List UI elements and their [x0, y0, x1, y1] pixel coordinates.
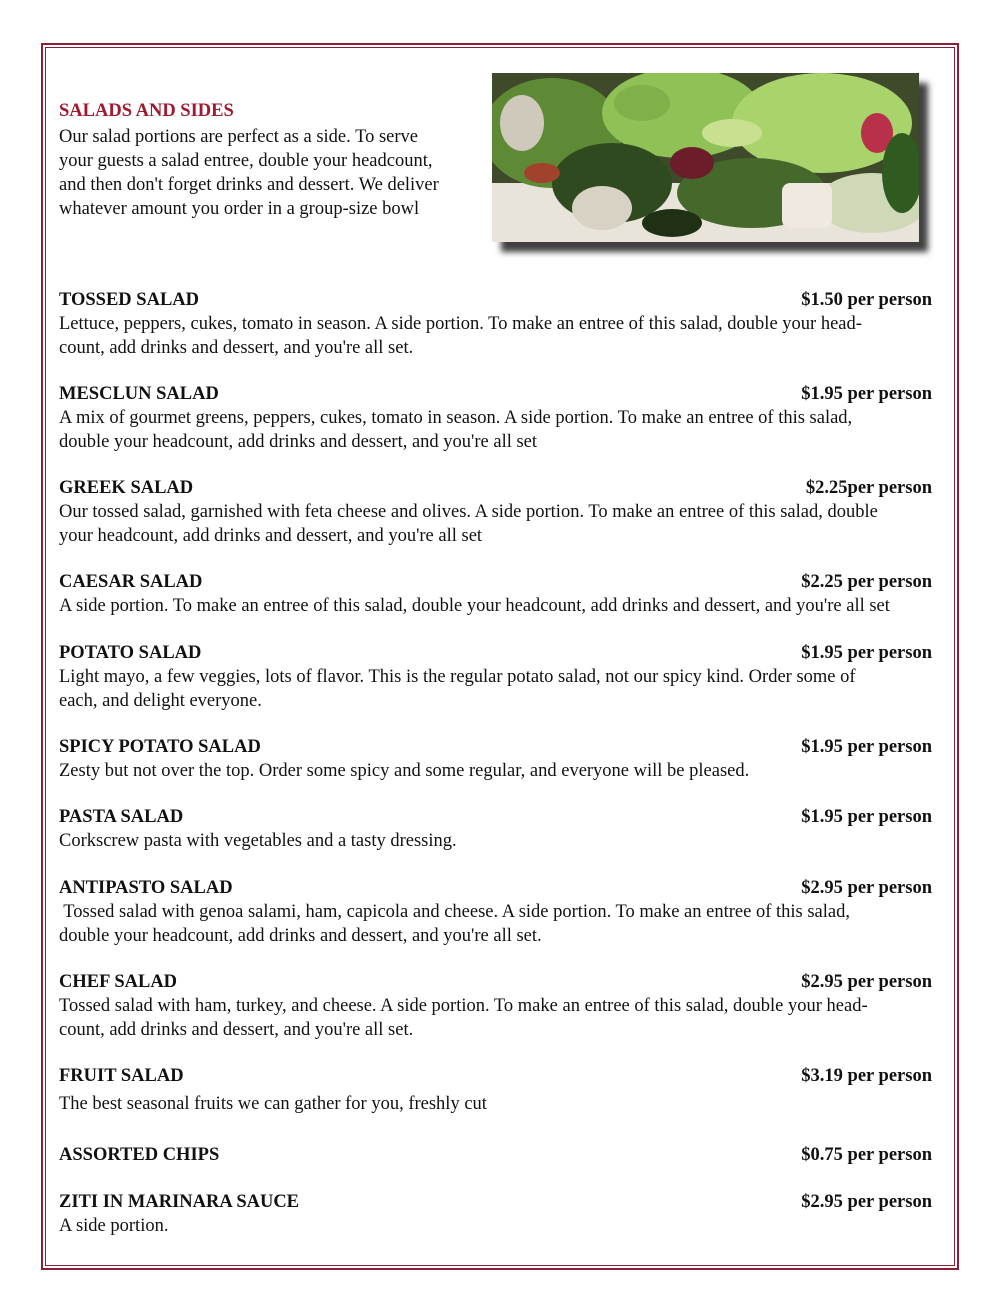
desc-line: Tossed salad with genoa salami, ham, capicola and cheese. A side portion. To make an entree of this salad,: [59, 902, 850, 922]
item-price: $2.95 per person: [801, 1192, 932, 1212]
item-name: ZITI IN MARINARA SAUCE: [59, 1192, 300, 1212]
item-name: PASTA SALAD: [59, 807, 184, 827]
section-title: SALADS AND SIDES: [59, 101, 234, 121]
desc-line: Zesty but not over the top. Order some spicy and some regular, and everyone will be pleased.: [59, 761, 750, 781]
item-description: [59, 900, 941, 948]
item-name: MESCLUN SALAD: [59, 384, 219, 404]
salad-photo: [492, 73, 919, 242]
item-name: FRUIT SALAD: [59, 1066, 184, 1086]
desc-line: Our tossed salad, garnished with feta cheese and olives. A side portion. To make an entree of this salad, double: [59, 502, 878, 522]
item-description: [59, 312, 941, 360]
item-name: GREEK SALAD: [59, 478, 194, 498]
item-name: POTATO SALAD: [59, 643, 202, 663]
intro-line: whatever amount you order in a group-size bowl: [59, 199, 420, 219]
menu-item: [59, 970, 941, 1042]
item-name: SPICY POTATO SALAD: [59, 737, 261, 757]
intro-section: [59, 101, 479, 221]
item-price: $2.25per person: [805, 478, 932, 498]
item-name: ANTIPASTO SALAD: [59, 878, 233, 898]
desc-line: A mix of gourmet greens, peppers, cukes, tomato in season. A side portion. To make an entree of this salad,: [59, 408, 853, 428]
menu-item: [59, 641, 941, 713]
desc-line: count, add drinks and dessert, and you're all set.: [59, 1020, 414, 1040]
menu-item: [59, 805, 941, 853]
menu-item: [59, 570, 941, 618]
item-price: $1.95 per person: [801, 807, 932, 827]
menu-item: [59, 1064, 941, 1116]
item-description: [59, 1092, 941, 1116]
menu-item: [59, 735, 941, 783]
menu-item: [59, 876, 941, 948]
menu-item: [59, 288, 941, 360]
item-description: [59, 665, 941, 713]
desc-line: Lettuce, peppers, cukes, tomato in season. A side portion. To make an entree of this salad, double your head-: [59, 314, 862, 334]
item-description: [59, 759, 941, 783]
menu-item: [59, 382, 941, 454]
item-price: $0.75 per person: [801, 1145, 932, 1165]
item-description: [59, 594, 941, 618]
item-description: [59, 1214, 941, 1238]
item-price: $2.95 per person: [801, 972, 932, 992]
item-price: $1.95 per person: [801, 737, 932, 757]
intro-line: your guests a salad entree, double your headcount,: [59, 151, 433, 171]
desc-line: Corkscrew pasta with vegetables and a tasty dressing.: [59, 831, 457, 851]
desc-line: double your headcount, add drinks and dessert, and you're all set.: [59, 926, 542, 946]
item-description: [59, 500, 941, 548]
item-description: [59, 829, 941, 853]
desc-line: A side portion.: [59, 1216, 169, 1236]
menu-item: [59, 1143, 941, 1167]
desc-line: The best seasonal fruits we can gather for you, freshly cut: [59, 1094, 487, 1114]
item-price: $1.95 per person: [801, 643, 932, 663]
desc-line: count, add drinks and dessert, and you're all set.: [59, 338, 414, 358]
desc-line: your headcount, add drinks and dessert, and you're all set: [59, 526, 483, 546]
item-price: $2.95 per person: [801, 878, 932, 898]
intro-paragraph: [59, 125, 479, 221]
item-name: TOSSED SALAD: [59, 290, 200, 310]
menu-item: [59, 1190, 941, 1238]
item-price: $1.50 per person: [801, 290, 932, 310]
intro-line: and then don't forget drinks and dessert. We deliver: [59, 175, 439, 195]
item-price: $1.95 per person: [801, 384, 932, 404]
item-price: $3.19 per person: [801, 1066, 932, 1086]
item-name: ASSORTED CHIPS: [59, 1145, 220, 1165]
item-description: [59, 994, 941, 1042]
item-name: CHEF SALAD: [59, 972, 178, 992]
desc-line: Light mayo, a few veggies, lots of flavor. This is the regular potato salad, not our spicy kind. Order some of: [59, 667, 856, 687]
item-price: $2.25 per person: [801, 572, 932, 592]
intro-line: Our salad portions are perfect as a side. To serve: [59, 127, 418, 147]
desc-line: double your headcount, add drinks and dessert, and you're all set: [59, 432, 538, 452]
desc-line: Tossed salad with ham, turkey, and cheese. A side portion. To make an entree of this salad, double your head-: [59, 996, 868, 1016]
item-description: [59, 406, 941, 454]
item-name: CAESAR SALAD: [59, 572, 203, 592]
desc-line: A side portion. To make an entree of this salad, double your headcount, add drinks and dessert, and you're all set: [59, 596, 890, 616]
desc-line: each, and delight everyone.: [59, 691, 262, 711]
menu-item: [59, 476, 941, 548]
